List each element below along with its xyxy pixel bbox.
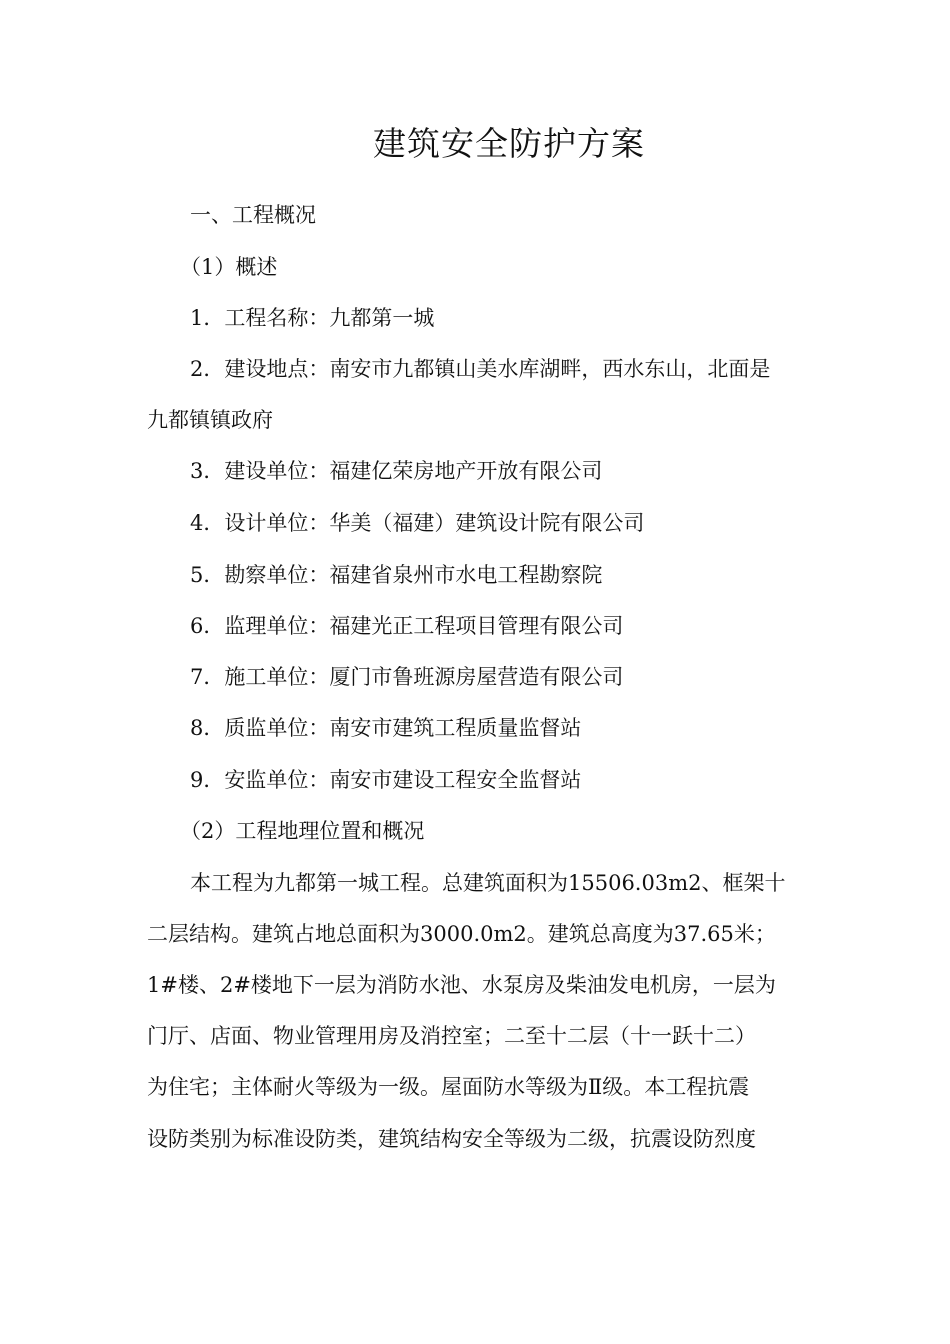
list-item-quality-supervision: 8．质监单位：南安市建筑工程质量监督站 [190, 716, 582, 740]
list-item-design-unit: 4．设计单位：华美（福建）建筑设计院有限公司 [190, 511, 645, 535]
list-item-contractor: 7．施工单位：厦门市鲁班源房屋营造有限公司 [190, 665, 624, 689]
paragraph-line: 为住宅；主体耐火等级为一级。屋面防水等级为Ⅱ级。本工程抗震 [147, 1075, 750, 1099]
subsection-heading: （1）概述 [180, 255, 278, 279]
list-item-supervision-unit: 6．监理单位：福建光正工程项目管理有限公司 [190, 614, 624, 638]
list-item-location: 2．建设地点：南安市九都镇山美水库湖畔，西水东山，北面是 [190, 357, 771, 381]
paragraph-line: 二层结构。建筑占地总面积为3000.0m2。建筑总高度为37.65米； [147, 922, 776, 946]
paragraph-line: 设防类别为标准设防类，建筑结构安全等级为二级，抗震设防烈度 [147, 1127, 756, 1151]
document-title: 建筑安全防护方案 [373, 124, 645, 163]
paragraph-line: 1#楼、2#楼地下一层为消防水池、水泵房及柴油发电机房，一层为 [147, 973, 776, 997]
list-item-safety-supervision: 9．安监单位：南安市建设工程安全监督站 [190, 768, 582, 792]
subsection-heading: （2）工程地理位置和概况 [180, 819, 425, 843]
paragraph-line: 本工程为九都第一城工程。总建筑面积为15506.03m2、框架十 [190, 871, 786, 895]
list-item-construction-unit: 3．建设单位：福建亿荣房地产开放有限公司 [190, 459, 603, 483]
list-item-survey-unit: 5．勘察单位：福建省泉州市水电工程勘察院 [190, 563, 603, 587]
paragraph-line: 门厅、店面、物业管理用房及消控室；二至十二层（十一跃十二） [147, 1024, 756, 1048]
section-heading: 一、工程概况 [190, 203, 316, 227]
list-item-location-continued: 九都镇镇政府 [147, 408, 273, 432]
list-item-project-name: 1．工程名称：九都第一城 [190, 306, 435, 330]
